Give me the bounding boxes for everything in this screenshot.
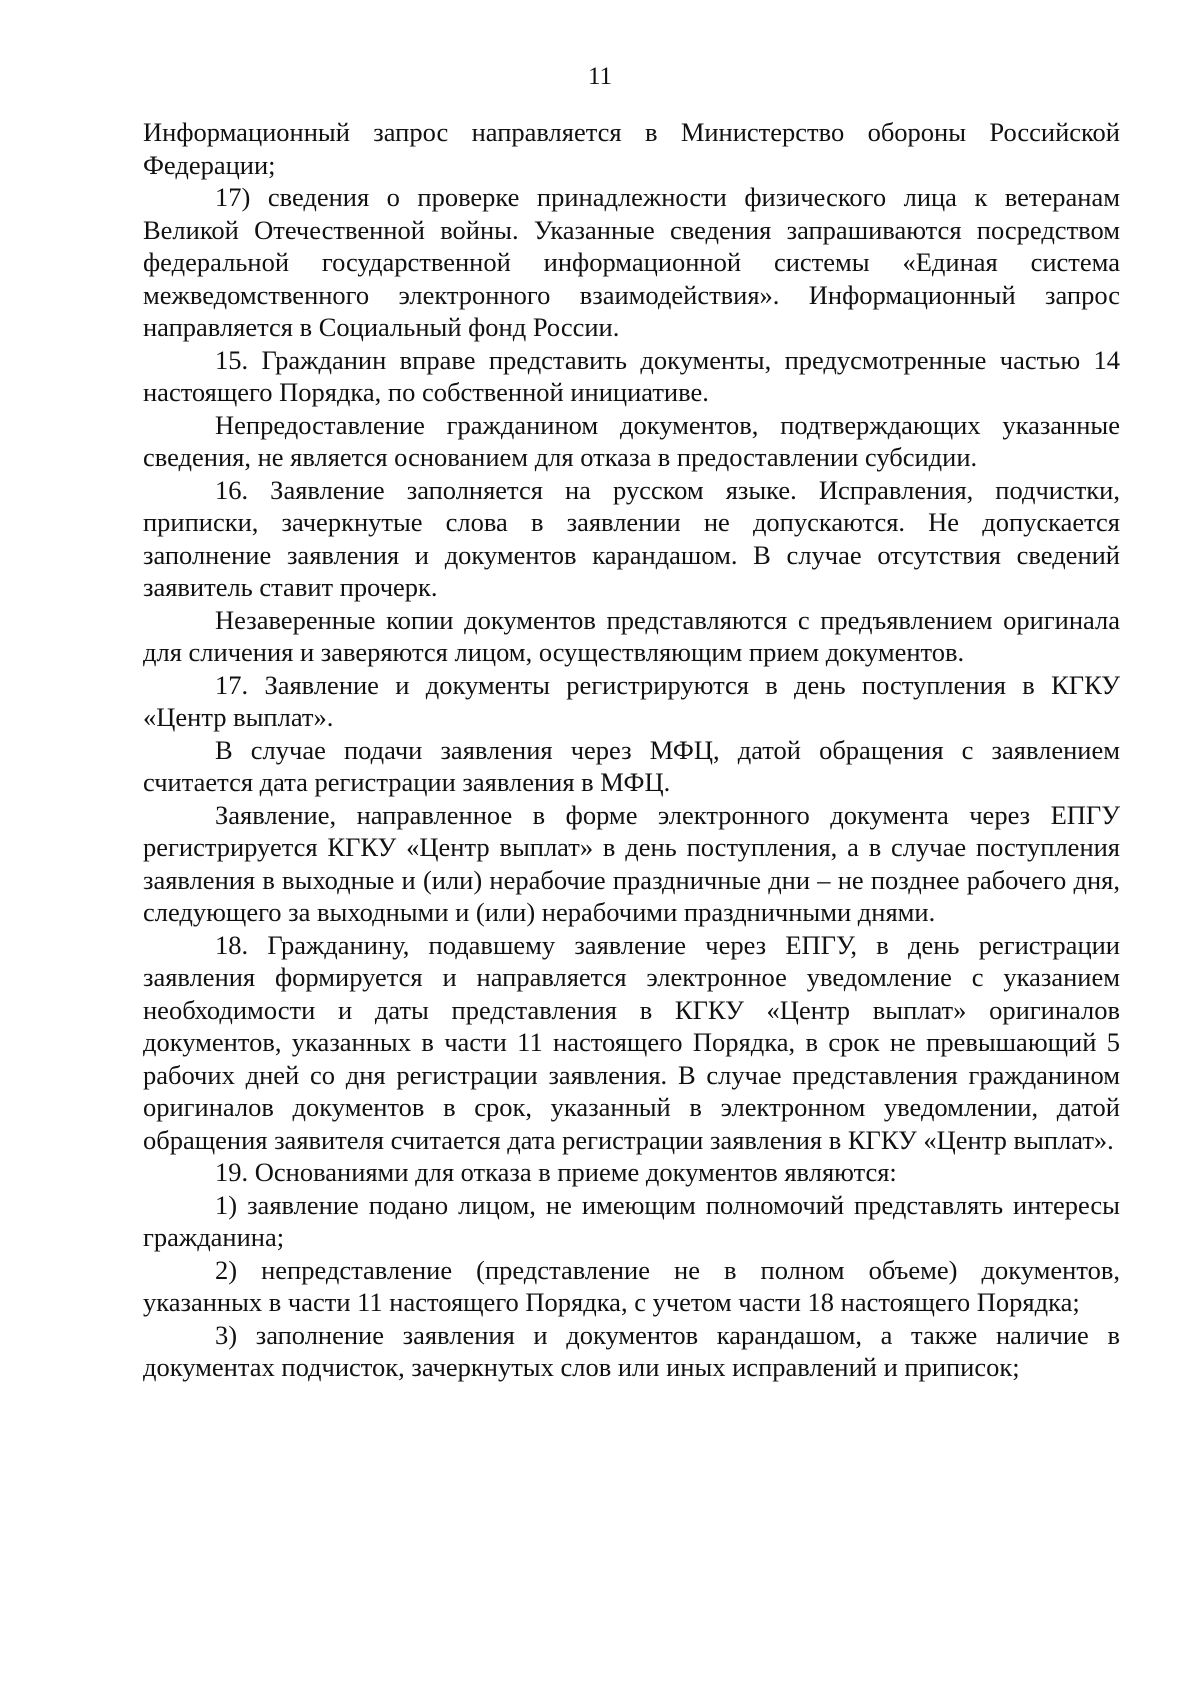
list-item-1: 1) заявление подано лицом, не имеющим полномочий представлять интересы гражданина; — [143, 1189, 1120, 1252]
paragraph-clause-19: 19. Основаниями для отказа в приеме документов являются: — [215, 1157, 897, 1187]
paragraph-mfc-submission: В случае подачи заявления через МФЦ, датой обращения с заявлением считается дата регистрации заявления в МФЦ. — [143, 734, 1120, 797]
paragraph-non-submission: Непредоставление гражданином документов, подтверждающих указанные сведения, не является основанием для отказа в предоставлении субсидии. — [143, 409, 1120, 472]
paragraph-clause-18: 18. Гражданину, подавшему заявление через ЕПГУ, в день регистрации заявления формируется и направляется электронное уведомление с указанием необходимости и даты представления в КГКУ «Центр выплат» оригиналов документов, указанных в части 11 настоящего Порядка, в срок не превышающий 5 рабочих дней со дня регистрации заявления. В случае представления гражданином оригиналов документов в срок, указанный в электронном уведомлении, датой обращения заявителя считается дата регистрации заявления в КГКУ «Центр выплат». — [143, 929, 1120, 1155]
page-number: 11 — [587, 63, 613, 90]
document-body — [143, 116, 1120, 1384]
list-item-3: 3) заполнение заявления и документов карандашом, а также наличие в документах подчисток, зачеркнутых слов или иных исправлений и приписок; — [143, 1319, 1120, 1382]
paragraph-epgu-registration: Заявление, направленное в форме электронного документа через ЕПГУ регистрируется КГКУ «Центр выплат» в день поступления, а в случае поступления заявления в выходные и (или) нерабочие праздничные дни – не позднее рабочего дня, следующего за выходными и (или) нерабочими праздничными днями. — [143, 799, 1120, 927]
paragraph-clause-15: 15. Гражданин вправе представить документы, предусмотренные частью 14 настоящего Порядка, по собственной инициативе. — [143, 344, 1120, 407]
paragraph-item-17-veterans: 17) сведения о проверке принадлежности физического лица к ветеранам Великой Отечественной войны. Указанные сведения запрашиваются посредством федеральной государственной информационной системы «Единая система межведомственного электронного взаимодействия». Информационный запрос направляется в Социальный фонд России. — [143, 182, 1120, 342]
paragraph-clause-17: 17. Заявление и документы регистрируются в день поступления в КГКУ «Центр выплат». — [143, 669, 1120, 732]
paragraph-clause-16: 16. Заявление заполняется на русском языке. Исправления, подчистки, приписки, зачеркнутые слова в заявлении не допускаются. Не допускается заполнение заявления и документов карандашом. В случае отсутствия сведений заявитель ставит прочерк. — [143, 474, 1120, 602]
paragraph-request-ministry-defense: Информационный запрос направляется в Министерство обороны Российской Федерации; — [143, 117, 1120, 180]
list-item-2: 2) непредставление (представление не в полном объеме) документов, указанных в части 11 настоящего Порядка, с учетом части 18 настоящего Порядка; — [143, 1254, 1120, 1317]
paragraph-uncertified-copies: Незаверенные копии документов представляются с предъявлением оригинала для сличения и заверяются лицом, осуществляющим прием документов. — [143, 604, 1120, 667]
